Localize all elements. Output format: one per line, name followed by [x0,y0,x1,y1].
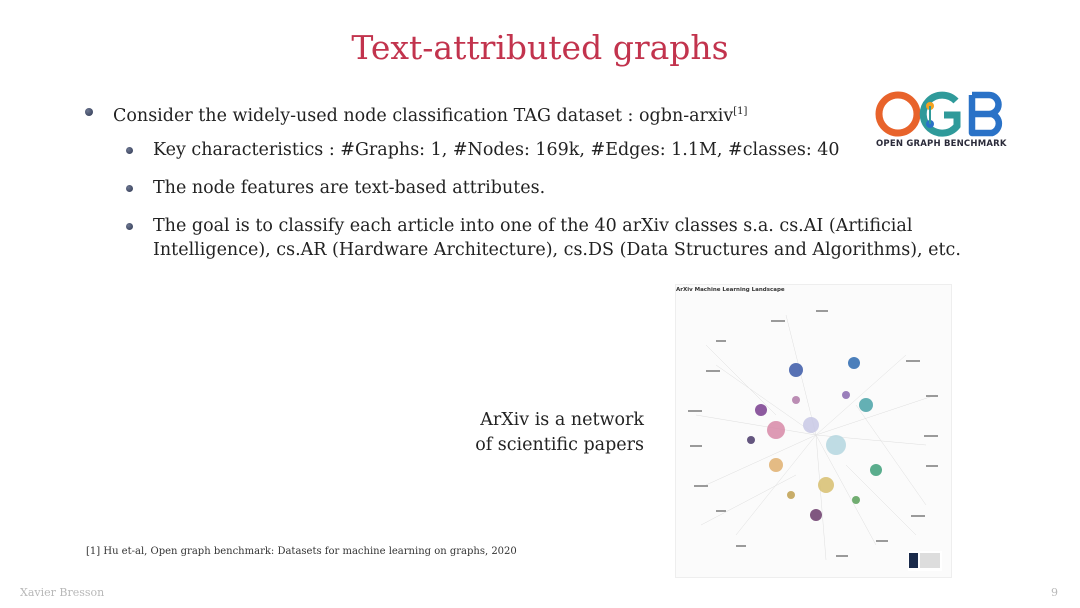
network-graph-visual [676,285,951,577]
figure-caption [452,408,644,458]
bullet-marker [85,108,93,116]
bullet-main [113,100,747,128]
sub-bullet-marker [126,223,133,230]
network-figure-title: ArXiv Machine Learning Landscape [676,287,785,293]
footer-author: Xavier Bresson [20,586,105,599]
sub-bullet-marker [126,147,133,154]
figure-caption-line1: ArXiv is a network [480,410,644,430]
footnote: [1] Hu et-al, Open graph benchmark: Datasets for machine learning on graphs, 2020 [86,546,517,557]
sub-bullet-marker [126,185,133,192]
arxiv-network-image [675,284,952,578]
citation-ref: [1] [733,106,748,117]
bullet-main-text: Consider the widely-used node classification TAG dataset : ogbn-arxiv [113,106,734,126]
slide-title: Text-attributed graphs [351,28,729,67]
bullet-goal-line2: Intelligence), cs.AR (Hardware Architecture), cs.DS (Data Structures and Algorithms), etc. [153,240,961,260]
bullet-key-characteristics: Key characteristics : #Graphs: 1, #Nodes: 169k, #Edges: 1.1M, #classes: 40 [153,140,840,160]
bullet-goal-line1: The goal is to classify each article into one of the 40 arXiv classes s.a. cs.AI (Artificial [153,216,913,236]
page-number: 9 [1051,586,1058,599]
figure-caption-line2: of scientific papers [475,435,644,455]
bullet-node-features: The node features are text-based attributes. [153,178,546,198]
ogb-logo-caption: OPEN GRAPH BENCHMARK [876,139,1007,149]
